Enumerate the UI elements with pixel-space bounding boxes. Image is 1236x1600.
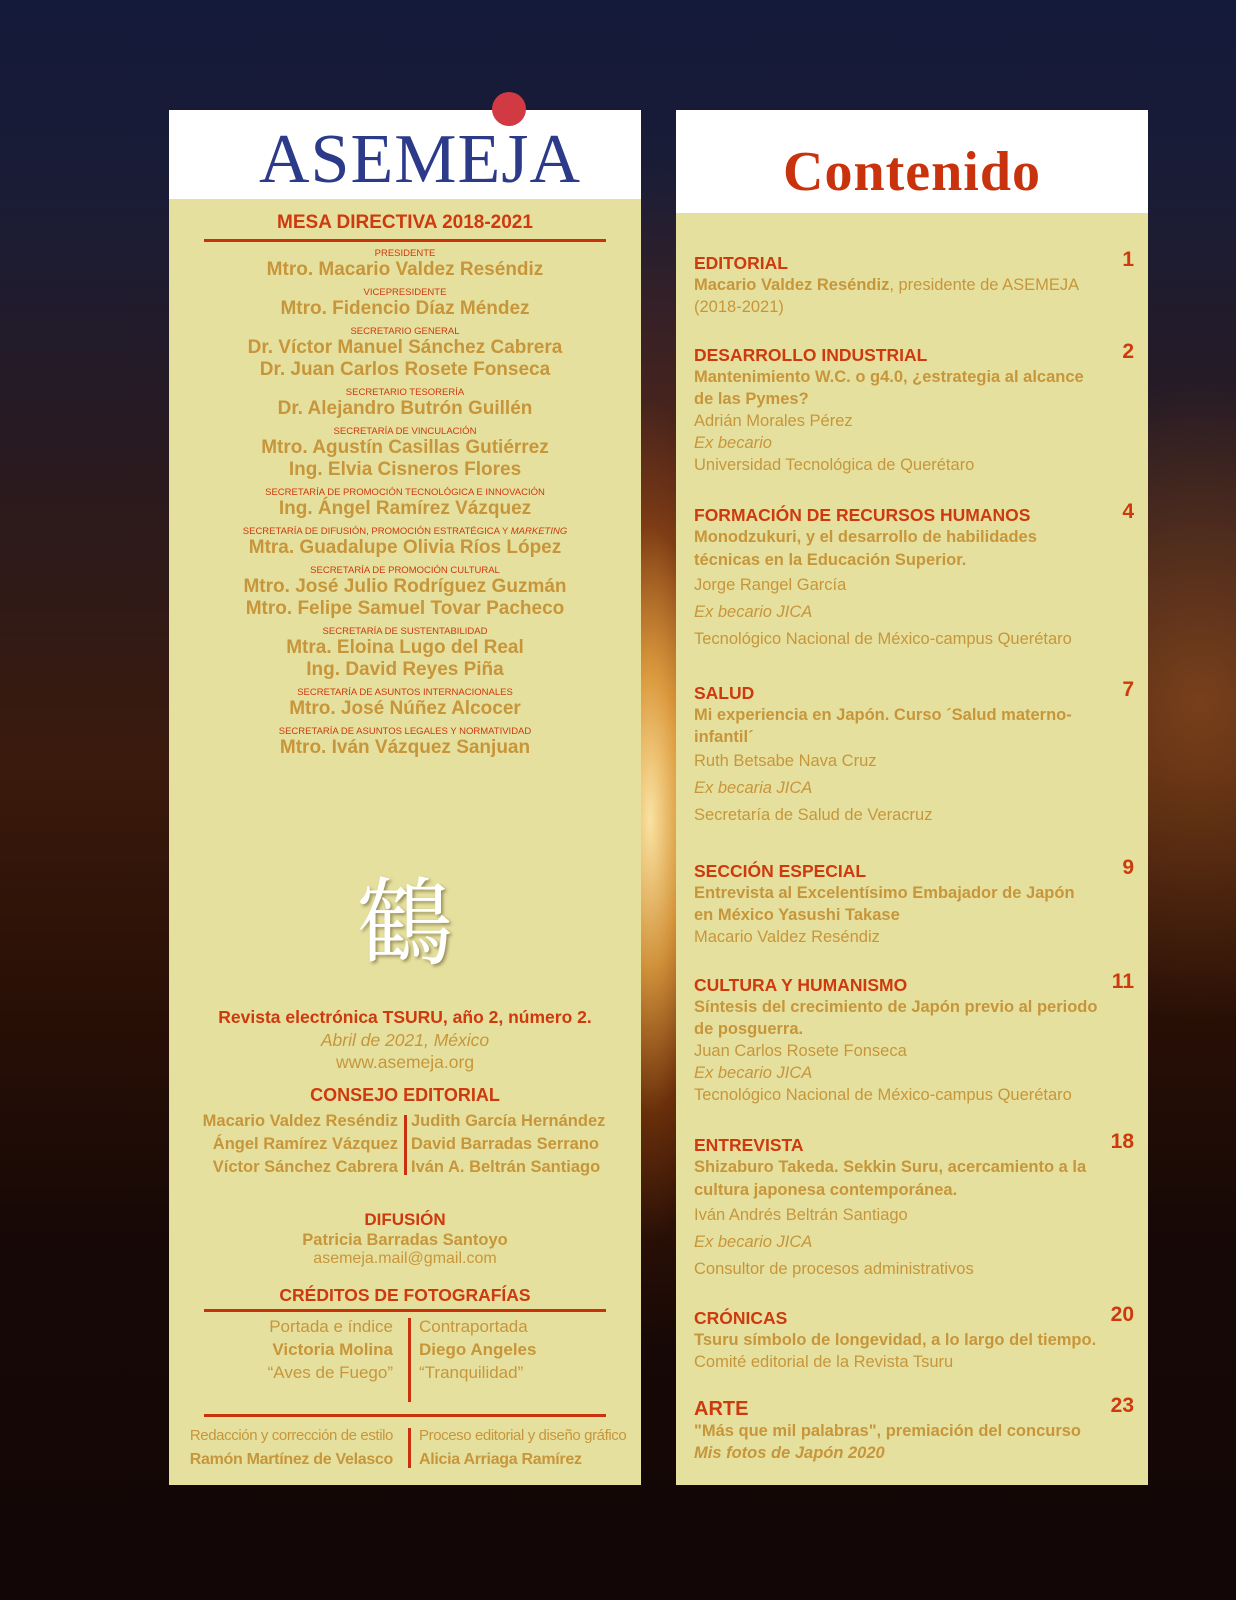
- divider: [204, 239, 606, 242]
- page-number: 1: [1122, 248, 1134, 271]
- page-number: 18: [1110, 1130, 1134, 1153]
- divider: [404, 1115, 407, 1175]
- photo-credit-cover: Portada e índice Victoria Molina “Aves de Fuego”: [267, 1317, 393, 1382]
- toc-title: Contenido: [783, 141, 1041, 203]
- board-member-cultural: SECRETARÍA DE PROMOCIÓN CULTURAL Mtro. José Julio Rodríguez Guzmán Mtro. Felipe Samuel Tovar Pacheco: [243, 565, 567, 619]
- toc-item-arte[interactable]: ARTE 23 "Más que mil palabras", premiación del concurso Mis fotos de Japón 2020: [694, 1394, 1134, 1462]
- page-number: 2: [1122, 340, 1134, 363]
- toc-item-entrevista[interactable]: ENTREVISTA 18 Shizaburo Takeda. Sekkin Suru, acercamiento a la cultura japonesa contemporánea. Iván Andrés Beltrán Santiago Ex becario JICA Consultor de procesos administrativos: [694, 1130, 1134, 1278]
- board-list: [169, 248, 641, 759]
- asemeja-logo: ASEMEJA: [259, 121, 582, 198]
- table-of-contents-panel: [676, 110, 1148, 1485]
- board-member-vicepresident: VICEPRESIDENTE Mtro. Fidencio Díaz Méndez: [280, 287, 530, 319]
- diffusion-block: DIFUSIÓN Patricia Barradas Santoyo asemeja.mail@gmail.com: [169, 1210, 641, 1268]
- board-member-sustainability: SECRETARÍA DE SUSTENTABILIDAD Mtra. Eloina Lugo del Real Ing. David Reyes Piña: [286, 626, 524, 680]
- magazine-title: Revista electrónica TSURU, año 2, número 2.: [218, 1007, 592, 1027]
- board-member-president: PRESIDENTE Mtro. Macario Valdez Reséndiz: [266, 248, 544, 280]
- page-number: 20: [1110, 1303, 1134, 1326]
- page-number: 4: [1122, 500, 1134, 523]
- toc-item-salud[interactable]: SALUD 7 Mi experiencia en Japón. Curso ´Salud materno-infantil´ Ruth Betsabe Nava Cruz Ex becaria JICA Secretaría de Salud de Veracruz: [694, 678, 1134, 824]
- photo-credit-back-cover: Contraportada Diego Angeles “Tranquilidad”: [419, 1317, 537, 1382]
- page-number: 11: [1111, 970, 1134, 993]
- magazine-info: [169, 1005, 641, 1073]
- photo-credits-title: CRÉDITOS DE FOTOGRAFÍAS: [279, 1285, 531, 1305]
- email-link[interactable]: asemeja.mail@gmail.com: [313, 1250, 497, 1267]
- toc-item-cultura-humanismo[interactable]: CULTURA Y HUMANISMO 11 Síntesis del crecimiento de Japón previo al periodo de posguerra. Juan Carlos Rosete Fonseca Ex becario JICA Tecnológico Nacional de México-campus Querétaro: [694, 970, 1134, 1104]
- board-member-tech-promotion: SECRETARÍA DE PROMOCIÓN TECNOLÓGICA E INNOVACIÓN Ing. Ángel Ramírez Vázquez: [265, 487, 545, 519]
- board-member-vinculacion: SECRETARÍA DE VINCULACIÓN Mtro. Agustín Casillas Gutiérrez Ing. Elvia Cisneros Flores: [261, 426, 549, 480]
- board-member-treasury: SECRETARIO TESORERÍA Dr. Alejandro Butrón Guillén: [277, 387, 533, 419]
- toc-item-cronicas[interactable]: CRÓNICAS 20 Tsuru símbolo de longevidad, a lo largo del tiempo. Comité editorial de la Revista Tsuru: [694, 1303, 1134, 1371]
- magazine-date: Abril de 2021, México: [320, 1030, 490, 1050]
- editorial-board-title: CONSEJO EDITORIAL: [310, 1085, 500, 1105]
- page-number: 9: [1122, 856, 1134, 879]
- toc-item-seccion-especial[interactable]: SECCIÓN ESPECIAL 9 Entrevista al Excelentísimo Embajador de Japón en México Yasushi Takase Macario Valdez Reséndiz: [694, 856, 1134, 946]
- tsuru-kanji-icon: 鶴: [357, 868, 453, 980]
- toc-item-recursos-humanos[interactable]: FORMACIÓN DE RECURSOS HUMANOS 4 Monodzukuri, y el desarrollo de habilidades técnicas en la Educación Superior. Jorge Rangel García Ex becario JICA Tecnológico Nacional de México-campus Querétaro: [694, 500, 1134, 648]
- editorial-board-right: Judith García Hernández David Barradas Serrano Iván A. Beltrán Santiago: [411, 1112, 606, 1176]
- divider: [408, 1428, 411, 1468]
- board-member-international: SECRETARÍA DE ASUNTOS INTERNACIONALES Mtro. José Núñez Alcocer: [289, 687, 521, 719]
- editorial-board-left: Macario Valdez Reséndiz Ángel Ramírez Vázquez Víctor Sánchez Cabrera: [202, 1112, 398, 1176]
- logo-area: [169, 110, 641, 199]
- design-credit: Proceso editorial y diseño gráfico Alicia Arriaga Ramírez: [419, 1427, 627, 1468]
- page-number: 7: [1122, 678, 1134, 701]
- board-member-legal: SECRETARÍA DE ASUNTOS LEGALES Y NORMATIVIDAD Mtro. Iván Vázquez Sanjuan: [278, 726, 532, 758]
- website-link[interactable]: www.asemeja.org: [335, 1052, 475, 1072]
- divider: [204, 1414, 606, 1417]
- board-title: MESA DIRECTIVA 2018-2021: [277, 212, 533, 233]
- page-number: 23: [1110, 1394, 1134, 1417]
- toc-header: [676, 110, 1148, 213]
- board-member-diffusion: SECRETARÍA DE DIFUSIÓN, PROMOCIÓN ESTRATÉGICA Y MARKETING Mtra. Guadalupe Olivia Ríos López: [242, 526, 568, 558]
- divider: [408, 1318, 411, 1402]
- copyediting-credit: Redacción y corrección de estilo Ramón Martínez de Velasco: [189, 1427, 393, 1468]
- masthead-panel: [169, 110, 641, 1485]
- toc-item-editorial[interactable]: EDITORIAL 1 Macario Valdez Reséndiz, presidente de ASEMEJA (2018-2021): [694, 248, 1134, 316]
- toc-item-desarrollo-industrial[interactable]: DESARROLLO INDUSTRIAL 2 Mantenimiento W.C. o g4.0, ¿estrategia al alcance de las Pymes? Adrián Morales Pérez Ex becario Universidad Tecnológica de Querétaro: [694, 340, 1134, 474]
- board-member-secretary-general: SECRETARIO GENERAL Dr. Víctor Manuel Sánchez Cabrera Dr. Juan Carlos Rosete Fonseca: [247, 326, 563, 380]
- divider: [204, 1309, 606, 1312]
